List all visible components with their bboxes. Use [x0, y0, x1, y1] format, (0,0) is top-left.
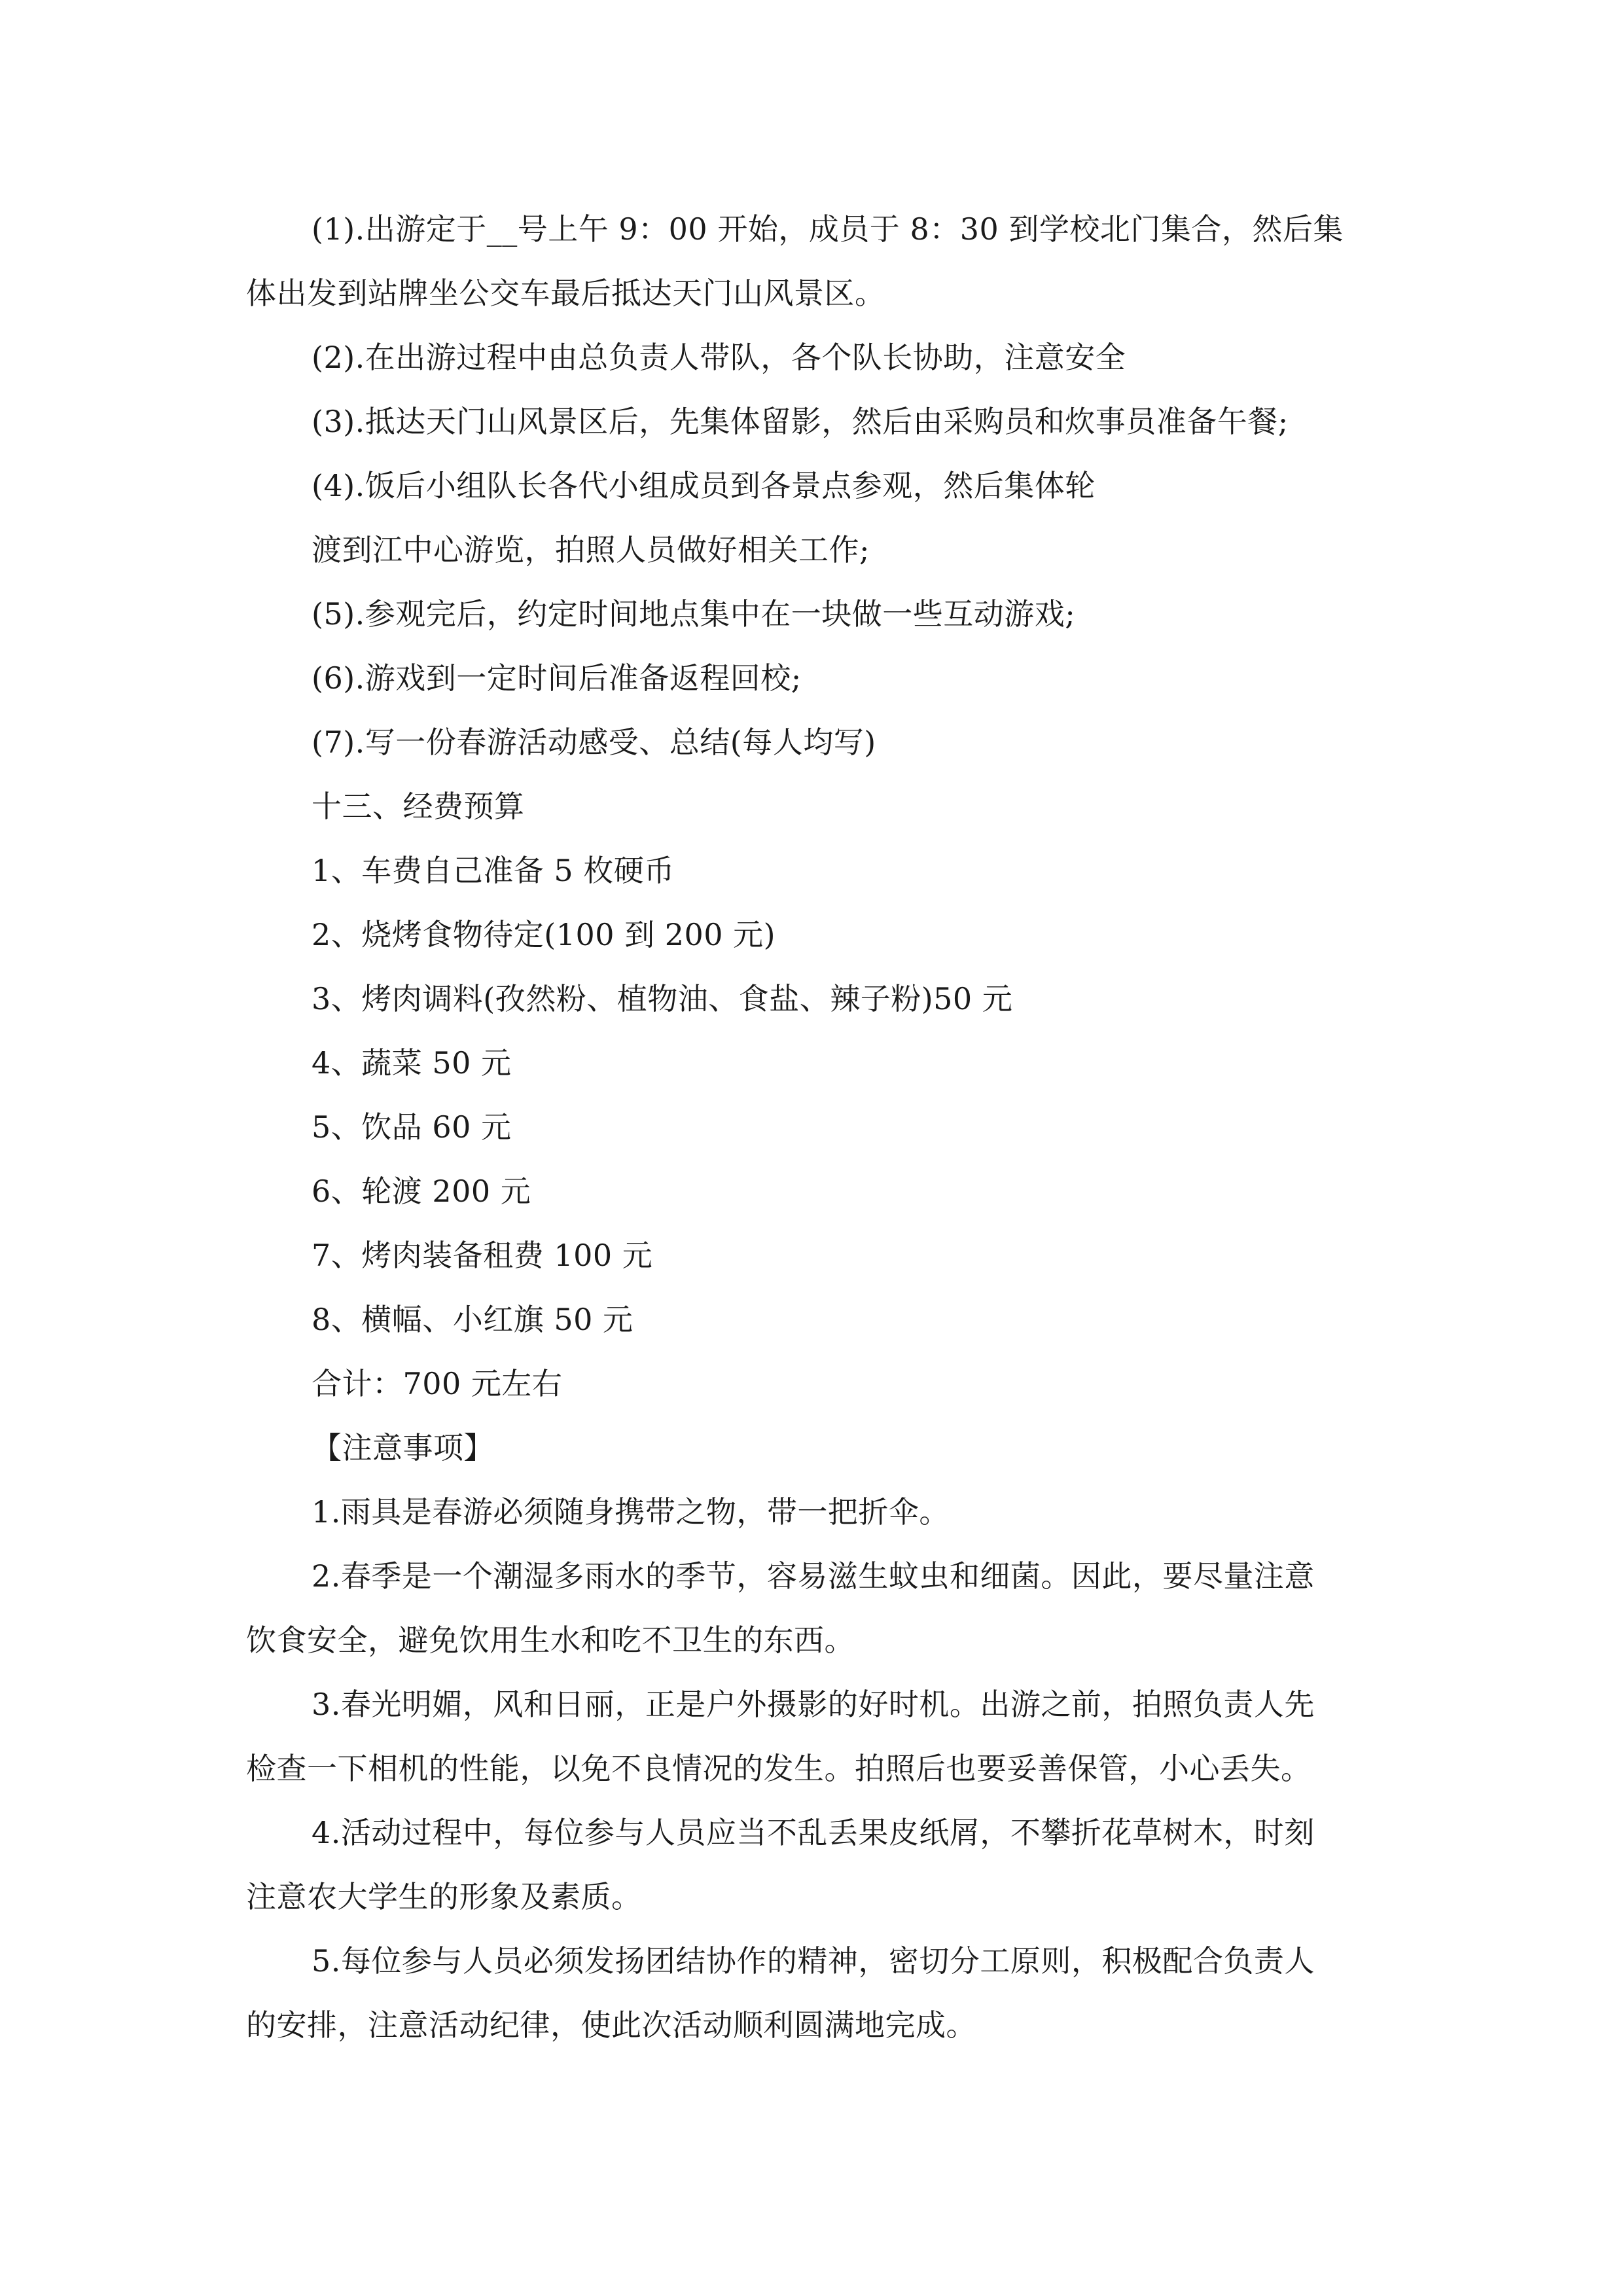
note-line: 3.春光明媚，风和日丽，正是户外摄影的好时机。出游之前，拍照负责人先 [312, 1687, 1315, 1722]
note-line: 4.活动过程中，每位参与人员应当不乱丢果皮纸屑，不攀折花草树木，时刻 [312, 1815, 1315, 1850]
schedule-line: (3).抵达天门山风景区后，先集体留影，然后由采购员和炊事员准备午餐; [312, 404, 1289, 439]
budget-total: 合计：700 元左右 [312, 1366, 563, 1401]
schedule-line: (2).在出游过程中由总负责人带队，各个队长协助，注意安全 [312, 340, 1126, 375]
note-line: 的安排，注意活动纪律，使此次活动顺利圆满地完成。 [246, 2007, 976, 2043]
budget-item: 7、烤肉装备租费 100 元 [312, 1238, 653, 1273]
budget-item: 8、横幅、小红旗 50 元 [312, 1302, 633, 1337]
schedule-line: (7).写一份春游活动感受、总结(每人均写) [312, 725, 876, 760]
schedule-line: 体出发到站牌坐公交车最后抵达天门山风景区。 [246, 276, 885, 311]
budget-item: 3、烤肉调料(孜然粉、植物油、食盐、辣子粉)50 元 [312, 981, 1013, 1016]
schedule-line: (4).饭后小组队长各代小组成员到各景点参观，然后集体轮 [312, 468, 1096, 503]
budget-item: 2、烧烤食物待定(100 到 200 元) [312, 917, 776, 952]
notes-heading: 【注意事项】 [312, 1430, 494, 1465]
note-line: 1.雨具是春游必须随身携带之物，带一把折伞。 [312, 1494, 950, 1530]
schedule-line: (5).参观完后，约定时间地点集中在一块做一些互动游戏; [312, 596, 1076, 632]
budget-item: 1、车费自己准备 5 枚硬币 [312, 853, 675, 888]
schedule-line: (6).游戏到一定时间后准备返程回校; [312, 660, 802, 696]
budget-item: 4、蔬菜 50 元 [312, 1045, 512, 1081]
note-line: 检查一下相机的性能，以免不良情况的发生。拍照后也要妥善保管，小心丢失。 [246, 1751, 1311, 1786]
note-line: 2.春季是一个潮湿多雨水的季节，容易滋生蚊虫和细菌。因此，要尽量注意 [312, 1558, 1315, 1594]
note-line: 饮食安全，避免饮用生水和吃不卫生的东西。 [246, 1623, 855, 1658]
note-line: 5.每位参与人员必须发扬团结协作的精神，密切分工原则，积极配合负责人 [312, 1943, 1315, 1979]
note-line: 注意农大学生的形象及素质。 [246, 1879, 642, 1914]
schedule-line: (1).出游定于__号上午 9：00 开始，成员于 8：30 到学校北门集合，然后集 [312, 211, 1344, 247]
budget-item: 6、轮渡 200 元 [312, 1174, 531, 1209]
budget-item: 5、饮品 60 元 [312, 1109, 512, 1145]
schedule-line: 渡到江中心游览，拍照人员做好相关工作; [312, 532, 870, 567]
budget-heading: 十三、经费预算 [312, 789, 525, 824]
